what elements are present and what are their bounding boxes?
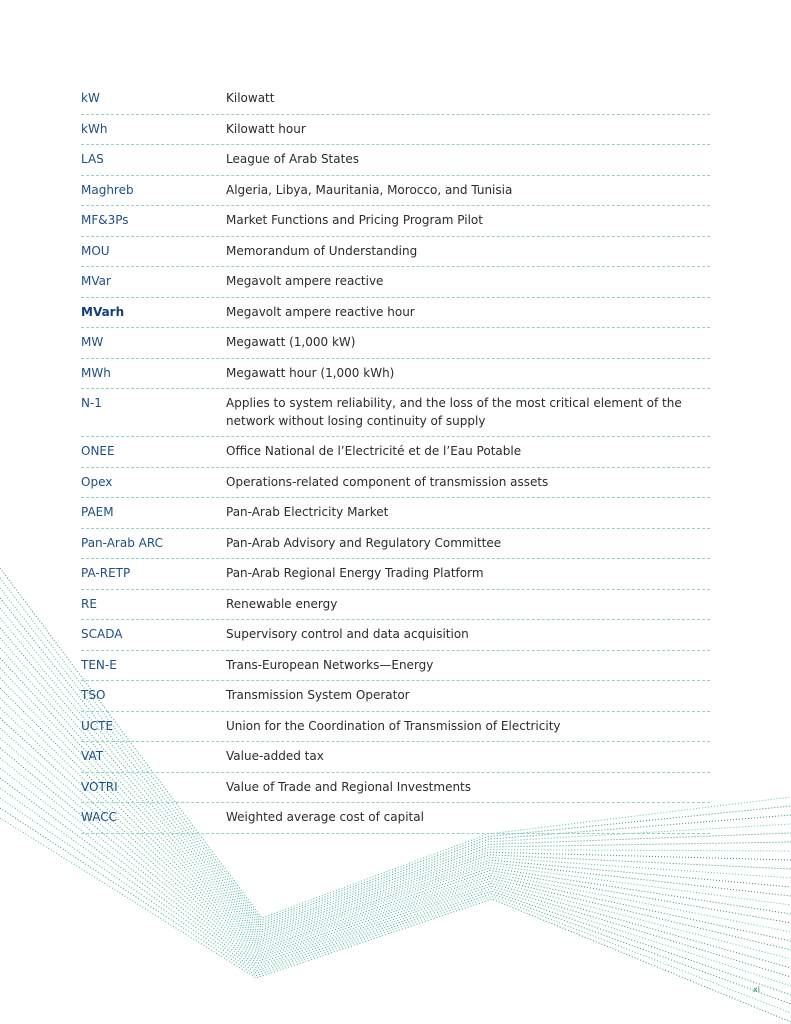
glossary-row (81, 742, 710, 773)
glossary-definition: Trans-European Networks—Energy (226, 657, 434, 672)
glossary-row (81, 206, 710, 237)
glossary-term: UCTE (81, 718, 114, 733)
glossary-term: MOU (81, 243, 110, 258)
glossary-term: TSO (81, 688, 106, 702)
glossary-row (81, 651, 710, 682)
glossary-row (81, 681, 710, 712)
glossary-row (81, 773, 710, 804)
glossary-definition: League of Arab States (226, 152, 359, 166)
glossary-definition: Megavolt ampere reactive (226, 274, 384, 288)
glossary-table (81, 84, 710, 834)
glossary-term: PA-RETP (81, 566, 131, 580)
glossary-definition: Pan-Arab Regional Energy Trading Platform (226, 566, 484, 580)
glossary-term: VAT (81, 749, 104, 763)
glossary-row (81, 84, 710, 115)
glossary-row (81, 529, 710, 560)
glossary-definition: Value-added tax (226, 749, 324, 763)
glossary-definition: Kilowatt hour (226, 121, 306, 136)
glossary-row (81, 298, 710, 329)
glossary-definition: Applies to system reliability, and the loss of the most critical element of the network without losing continuity of supply (226, 396, 682, 428)
glossary-row (81, 145, 710, 176)
glossary-term: SCADA (81, 627, 123, 641)
glossary-row (81, 359, 710, 390)
glossary-definition: Supervisory control and data acquisition (226, 627, 469, 641)
glossary-term: Opex (81, 474, 113, 489)
glossary-row (81, 468, 710, 499)
glossary-term: LAS (81, 152, 104, 166)
glossary-term: N-1 (81, 396, 102, 410)
glossary-term: Maghreb (81, 182, 134, 197)
glossary-term: kW (81, 91, 100, 105)
wave-line (0, 818, 791, 1022)
glossary-definition: Kilowatt (226, 91, 275, 105)
glossary-row (81, 328, 710, 359)
glossary-term: kWh (81, 121, 108, 136)
glossary-term: VOTRI (81, 779, 118, 794)
glossary-row (81, 389, 710, 437)
glossary-row (81, 115, 710, 146)
glossary-row (81, 498, 710, 529)
glossary-row (81, 590, 710, 621)
page-number: xi (753, 985, 760, 994)
glossary-row (81, 267, 710, 298)
glossary-row (81, 559, 710, 590)
glossary-row (81, 620, 710, 651)
glossary-definition: Transmission System Operator (226, 688, 410, 702)
glossary-definition: Renewable energy (226, 596, 338, 611)
glossary-row (81, 176, 710, 207)
glossary-term: ONEE (81, 444, 115, 458)
glossary-definition: Market Functions and Pricing Program Pilot (226, 213, 483, 227)
glossary-row (81, 437, 710, 468)
glossary-row (81, 803, 710, 834)
glossary-definition: Value of Trade and Regional Investments (226, 779, 472, 794)
glossary-definition: Memorandum of Understanding (226, 243, 418, 258)
glossary-definition: Pan-Arab Electricity Market (226, 505, 389, 519)
glossary-row (81, 712, 710, 743)
wave-line (0, 808, 791, 1013)
glossary-row (81, 237, 710, 268)
glossary-definition: Megavolt ampere reactive hour (226, 304, 415, 319)
glossary-term: MWh (81, 365, 111, 380)
glossary-term: RE (81, 596, 97, 611)
glossary-term: Pan-Arab ARC (81, 535, 163, 550)
glossary-term: MW (81, 335, 104, 349)
glossary-definition: Megawatt hour (1,000 kWh) (226, 365, 395, 380)
glossary-term: TEN-E (81, 657, 117, 672)
glossary-term: WACC (81, 810, 117, 824)
glossary-definition: Pan-Arab Advisory and Regulatory Committee (226, 535, 502, 550)
glossary-definition: Algeria, Libya, Mauritania, Morocco, and Tunisia (226, 182, 513, 197)
glossary-definition: Union for the Coordination of Transmission of Electricity (226, 718, 561, 733)
glossary-definition: Weighted average cost of capital (226, 810, 424, 824)
glossary-definition: Office National de l’Electricité et de l’Eau Potable (226, 444, 522, 458)
glossary-definition: Operations-related component of transmission assets (226, 474, 549, 489)
glossary-term: MVarh (81, 304, 125, 319)
glossary-definition: Megawatt (1,000 kW) (226, 335, 356, 349)
glossary-term: MF&3Ps (81, 213, 129, 227)
glossary-term: PAEM (81, 505, 114, 519)
glossary-term: MVar (81, 274, 111, 288)
